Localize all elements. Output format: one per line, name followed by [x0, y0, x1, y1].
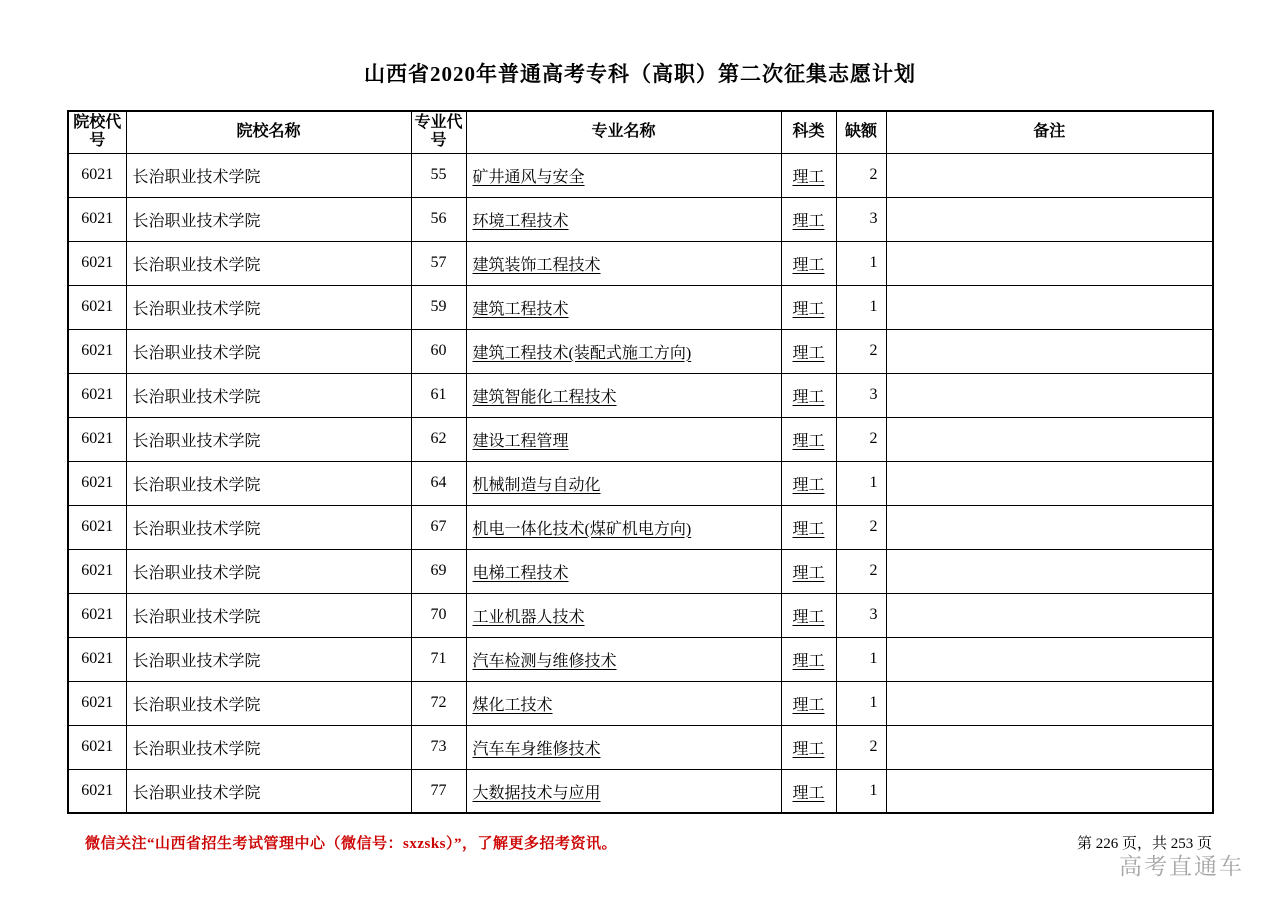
watermark: 高考直通车 [1119, 853, 1244, 879]
remark-cell [886, 769, 1213, 813]
college-name-cell: 长治职业技术学院 [126, 417, 411, 461]
vacancy-cell: 1 [836, 461, 886, 505]
category-cell [781, 637, 836, 681]
category-text: 理工 [792, 300, 825, 318]
table-row [68, 549, 1213, 593]
table-row [68, 593, 1213, 637]
vacancy-cell: 1 [836, 769, 886, 813]
major-name-text: 矿井通风与安全 [472, 168, 585, 186]
major-name-text: 电梯工程技术 [472, 564, 569, 582]
college-name-cell: 长治职业技术学院 [126, 241, 411, 285]
page-title: 山西省2020年普通高考专科（高职）第二次征集志愿计划 [364, 62, 916, 86]
major-name-cell [466, 593, 781, 637]
major-code-cell: 70 [411, 593, 466, 637]
college-code-cell: 6021 [68, 769, 126, 813]
major-code-cell: 56 [411, 197, 466, 241]
college-name-cell: 长治职业技术学院 [126, 285, 411, 329]
vacancy-cell: 2 [836, 153, 886, 197]
major-name-cell [466, 241, 781, 285]
remark-cell [886, 417, 1213, 461]
major-name-text: 建设工程管理 [472, 432, 569, 450]
header-college-name: 院校名称 [126, 111, 411, 153]
major-name-cell [466, 153, 781, 197]
remark-cell [886, 505, 1213, 549]
major-name-cell [466, 461, 781, 505]
table-row [68, 769, 1213, 813]
college-name-cell: 长治职业技术学院 [126, 461, 411, 505]
category-text: 理工 [792, 520, 825, 538]
header-vacancy: 缺额 [836, 111, 886, 153]
category-text: 理工 [792, 652, 825, 670]
college-code-cell: 6021 [68, 373, 126, 417]
college-name-cell: 长治职业技术学院 [126, 549, 411, 593]
category-text: 理工 [792, 476, 825, 494]
college-name-cell: 长治职业技术学院 [126, 637, 411, 681]
college-name-cell: 长治职业技术学院 [126, 153, 411, 197]
vacancy-cell: 2 [836, 549, 886, 593]
college-code-cell: 6021 [68, 197, 126, 241]
category-cell [781, 769, 836, 813]
category-text: 理工 [792, 432, 825, 450]
college-name-cell: 长治职业技术学院 [126, 593, 411, 637]
major-name-cell [466, 681, 781, 725]
college-name-cell: 长治职业技术学院 [126, 373, 411, 417]
table-row [68, 417, 1213, 461]
vacancy-cell: 1 [836, 681, 886, 725]
category-text: 理工 [792, 344, 825, 362]
remark-cell [886, 285, 1213, 329]
college-code-cell: 6021 [68, 329, 126, 373]
college-name-cell: 长治职业技术学院 [126, 505, 411, 549]
major-code-cell: 57 [411, 241, 466, 285]
vacancy-cell: 3 [836, 197, 886, 241]
major-name-cell [466, 637, 781, 681]
table-row [68, 329, 1213, 373]
vacancy-cell: 2 [836, 725, 886, 769]
vacancy-cell: 3 [836, 373, 886, 417]
category-text: 理工 [792, 212, 825, 230]
college-name-cell: 长治职业技术学院 [126, 769, 411, 813]
major-name-text: 大数据技术与应用 [472, 784, 601, 802]
major-name-text: 汽车车身维修技术 [472, 740, 601, 758]
major-code-cell: 67 [411, 505, 466, 549]
category-cell [781, 285, 836, 329]
college-code-cell: 6021 [68, 681, 126, 725]
category-cell [781, 549, 836, 593]
vacancy-cell: 1 [836, 637, 886, 681]
major-code-cell: 73 [411, 725, 466, 769]
major-name-text: 煤化工技术 [472, 696, 553, 714]
college-name-cell: 长治职业技术学院 [126, 329, 411, 373]
vacancy-cell: 3 [836, 593, 886, 637]
college-name-cell: 长治职业技术学院 [126, 681, 411, 725]
table-body [68, 153, 1213, 813]
major-code-cell: 59 [411, 285, 466, 329]
category-cell [781, 505, 836, 549]
category-text: 理工 [792, 388, 825, 406]
major-code-cell: 62 [411, 417, 466, 461]
remark-cell [886, 681, 1213, 725]
major-name-text: 工业机器人技术 [472, 608, 585, 626]
page-info: 第 226 页，共 253 页 [1076, 836, 1212, 852]
table-row [68, 373, 1213, 417]
category-text: 理工 [792, 740, 825, 758]
major-code-cell: 64 [411, 461, 466, 505]
table-row [68, 725, 1213, 769]
major-name-text: 汽车检测与维修技术 [472, 652, 617, 670]
category-cell [781, 153, 836, 197]
major-code-cell: 77 [411, 769, 466, 813]
header-college-code: 院校代号 [68, 111, 126, 153]
vacancy-cell: 2 [836, 329, 886, 373]
category-text: 理工 [792, 564, 825, 582]
remark-cell [886, 461, 1213, 505]
remark-cell [886, 241, 1213, 285]
college-code-cell: 6021 [68, 505, 126, 549]
major-name-cell [466, 197, 781, 241]
plan-table [67, 110, 1214, 814]
major-name-text: 建筑智能化工程技术 [472, 388, 617, 406]
remark-cell [886, 725, 1213, 769]
vacancy-cell: 1 [836, 241, 886, 285]
category-cell [781, 329, 836, 373]
category-cell [781, 241, 836, 285]
remark-cell [886, 197, 1213, 241]
category-cell [781, 681, 836, 725]
major-code-cell: 72 [411, 681, 466, 725]
wechat-notice: 微信关注“山西省招生考试管理中心（微信号：sxzsks）”，了解更多招考资讯。 [85, 836, 618, 852]
category-text: 理工 [792, 608, 825, 626]
major-name-text: 建筑工程技术 [472, 300, 569, 318]
category-text: 理工 [792, 256, 825, 274]
remark-cell [886, 549, 1213, 593]
major-code-cell: 71 [411, 637, 466, 681]
category-cell [781, 197, 836, 241]
category-text: 理工 [792, 784, 825, 802]
header-major-name: 专业名称 [466, 111, 781, 153]
major-code-cell: 60 [411, 329, 466, 373]
major-name-text: 建筑工程技术(装配式施工方向) [472, 344, 692, 362]
header-major-code: 专业代号 [411, 111, 466, 153]
table-row [68, 461, 1213, 505]
table-header-row [68, 111, 1213, 153]
major-name-text: 建筑装饰工程技术 [472, 256, 601, 274]
major-name-cell [466, 725, 781, 769]
college-code-cell: 6021 [68, 241, 126, 285]
category-cell [781, 725, 836, 769]
college-code-cell: 6021 [68, 461, 126, 505]
remark-cell [886, 373, 1213, 417]
header-category: 科类 [781, 111, 836, 153]
college-code-cell: 6021 [68, 417, 126, 461]
category-cell [781, 461, 836, 505]
table-row [68, 637, 1213, 681]
major-name-text: 环境工程技术 [472, 212, 569, 230]
college-code-cell: 6021 [68, 637, 126, 681]
major-name-cell [466, 417, 781, 461]
major-code-cell: 55 [411, 153, 466, 197]
table-row [68, 285, 1213, 329]
college-name-cell: 长治职业技术学院 [126, 197, 411, 241]
college-code-cell: 6021 [68, 725, 126, 769]
table-row [68, 153, 1213, 197]
remark-cell [886, 153, 1213, 197]
major-name-cell [466, 505, 781, 549]
college-code-cell: 6021 [68, 153, 126, 197]
major-name-cell [466, 549, 781, 593]
college-code-cell: 6021 [68, 593, 126, 637]
college-name-cell: 长治职业技术学院 [126, 725, 411, 769]
table-row [68, 505, 1213, 549]
major-code-cell: 69 [411, 549, 466, 593]
college-code-cell: 6021 [68, 285, 126, 329]
table-row [68, 681, 1213, 725]
table-row [68, 241, 1213, 285]
major-name-text: 机电一体化技术(煤矿机电方向) [472, 520, 692, 538]
category-text: 理工 [792, 696, 825, 714]
remark-cell [886, 329, 1213, 373]
header-remark: 备注 [886, 111, 1213, 153]
category-cell [781, 417, 836, 461]
remark-cell [886, 593, 1213, 637]
vacancy-cell: 1 [836, 285, 886, 329]
vacancy-cell: 2 [836, 417, 886, 461]
table-row [68, 197, 1213, 241]
category-cell [781, 593, 836, 637]
major-name-cell [466, 769, 781, 813]
category-cell [781, 373, 836, 417]
major-name-cell [466, 373, 781, 417]
major-name-cell [466, 329, 781, 373]
remark-cell [886, 637, 1213, 681]
major-name-cell [466, 285, 781, 329]
college-code-cell: 6021 [68, 549, 126, 593]
category-text: 理工 [792, 168, 825, 186]
vacancy-cell: 2 [836, 505, 886, 549]
major-name-text: 机械制造与自动化 [472, 476, 601, 494]
major-code-cell: 61 [411, 373, 466, 417]
